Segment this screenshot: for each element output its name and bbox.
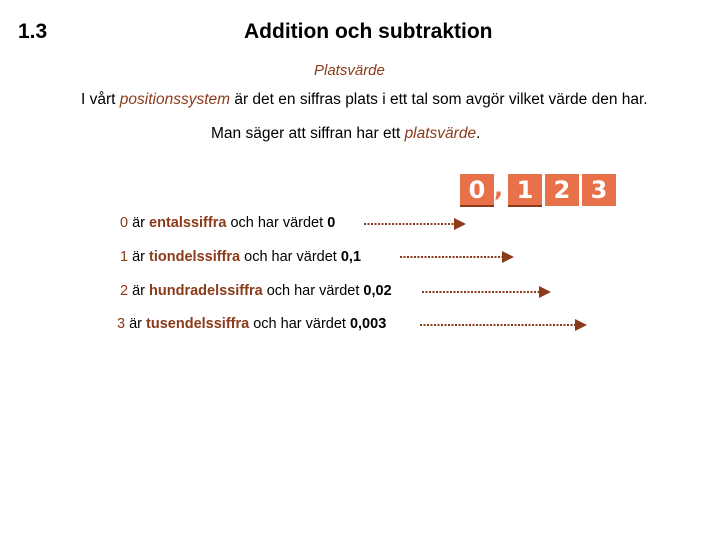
row-term: entalssiffra xyxy=(149,215,227,231)
intro-line-1-start: I vårt xyxy=(81,91,120,108)
row-digit: 0 xyxy=(120,215,129,231)
intro-line-2-end: . xyxy=(476,125,481,142)
decimal-comma: , xyxy=(494,174,504,202)
row-digit: 1 xyxy=(120,249,129,265)
positionssystem-term: positionssystem xyxy=(119,91,231,108)
row-text-b: och har värdet xyxy=(266,283,360,299)
digit-box-ones: 0 xyxy=(460,174,494,206)
row-value: 0 xyxy=(327,215,336,231)
row-value: 0,003 xyxy=(349,316,387,332)
row-text-b: och har värdet xyxy=(230,215,324,231)
row-text-a: är xyxy=(129,316,143,332)
row-digit: 3 xyxy=(117,316,126,332)
intro-line-1-end: är det en siffras plats i ett tal som avgör vilket värde den har. xyxy=(230,91,648,108)
intro-line-2-start: Man säger att siffran har ett xyxy=(211,125,405,142)
platsvarde-term: platsvärde xyxy=(404,125,477,142)
row-text-a: är xyxy=(132,249,146,265)
row-text-a: är xyxy=(132,283,146,299)
subtitle: Platsvärde xyxy=(314,62,385,79)
row-term: tiondelssiffra xyxy=(149,249,241,265)
row-term: tusendelssiffra xyxy=(146,316,250,332)
row-digit: 2 xyxy=(120,283,129,299)
row-text-a: är xyxy=(132,215,146,231)
row-text-b: och har värdet xyxy=(244,249,337,265)
digit-box-tenths: 1 xyxy=(508,174,542,206)
row-value: 0,02 xyxy=(363,283,392,299)
row-text-b: och har värdet xyxy=(253,316,346,332)
section-number: 1.3 xyxy=(18,20,48,43)
digit-box-thousandths: 3 xyxy=(582,174,616,206)
row-term: hundradelssiffra xyxy=(149,283,263,299)
digit-box-hundredths: 2 xyxy=(545,174,579,206)
page-title: Addition och subtraktion xyxy=(244,20,493,43)
row-value: 0,1 xyxy=(340,249,362,265)
